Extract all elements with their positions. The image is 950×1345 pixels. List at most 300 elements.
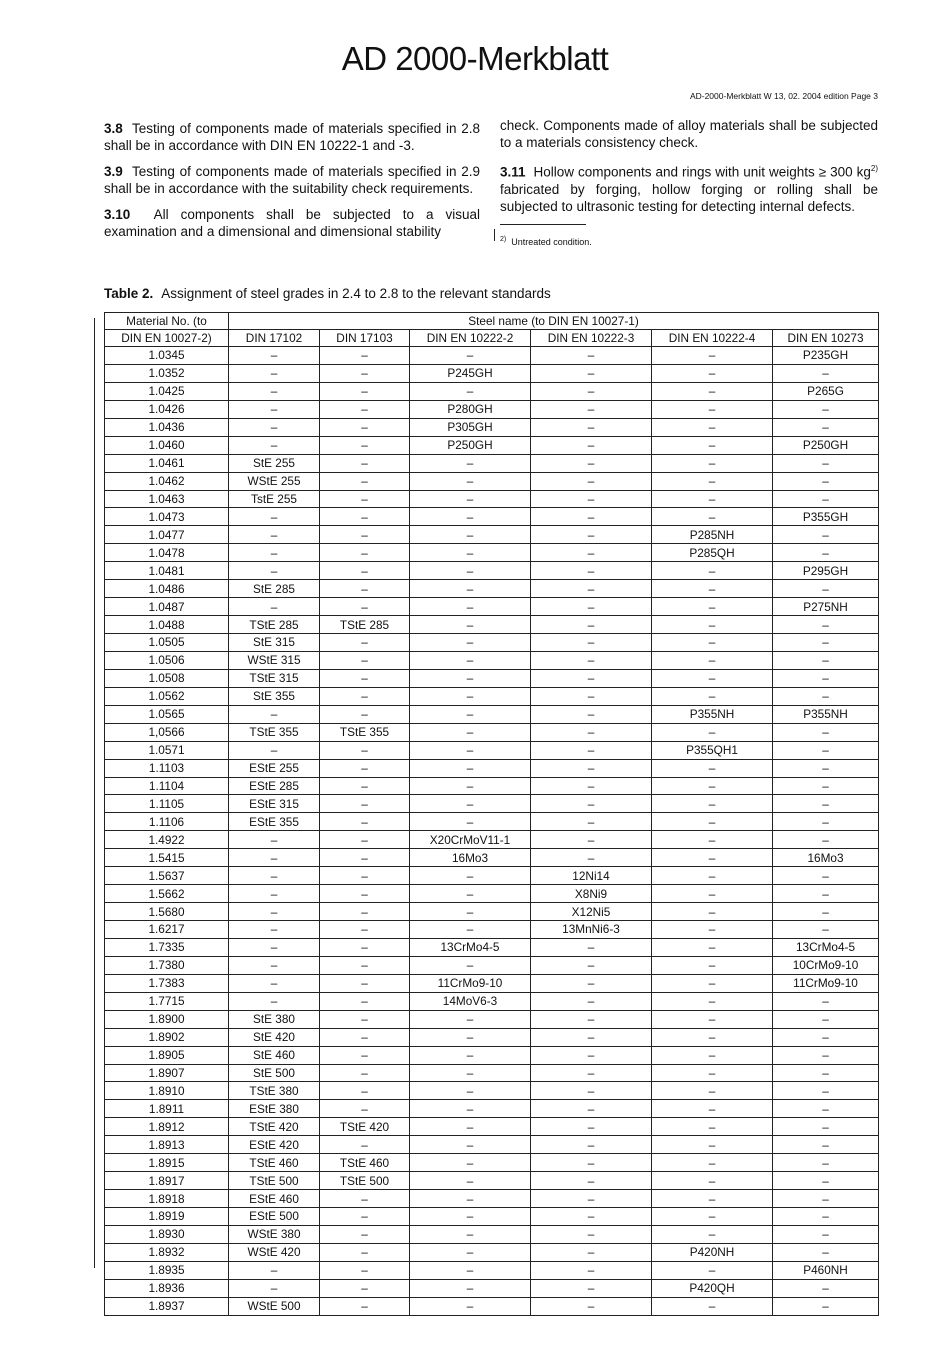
steel-name-cell: – [773, 1100, 879, 1118]
steel-name-cell: – [410, 1279, 531, 1297]
steel-name-cell: P305GH [410, 418, 531, 436]
material-number-cell: 1.0478 [105, 544, 229, 562]
material-number-cell: 1.0505 [105, 634, 229, 652]
table-row [105, 347, 879, 365]
steel-name-cell: – [229, 903, 320, 921]
steel-name-cell: – [773, 741, 879, 759]
steel-name-cell: – [320, 1279, 410, 1297]
material-number-cell: 1.8912 [105, 1118, 229, 1136]
material-number-cell: 1.7335 [105, 938, 229, 956]
material-number-cell: 1.8907 [105, 1064, 229, 1082]
steel-name-cell: – [652, 903, 773, 921]
steel-name-cell: – [320, 472, 410, 490]
steel-name-cell: – [320, 849, 410, 867]
table-row [105, 1154, 879, 1172]
steel-name-cell: – [320, 956, 410, 974]
revision-bar [94, 318, 95, 1268]
steel-name-cell: – [652, 634, 773, 652]
steel-name-cell: – [531, 347, 652, 365]
steel-name-cell: – [773, 723, 879, 741]
steel-name-cell: – [773, 687, 879, 705]
steel-name-cell: TStE 500 [229, 1172, 320, 1190]
steel-name-cell: – [410, 1225, 531, 1243]
steel-name-cell: WStE 500 [229, 1297, 320, 1315]
steel-name-cell: – [652, 1064, 773, 1082]
steel-name-cell: – [531, 992, 652, 1010]
steel-name-cell: – [320, 903, 410, 921]
steel-name-cell: – [410, 1261, 531, 1279]
steel-name-cell: – [410, 741, 531, 759]
steel-name-cell: EStE 500 [229, 1208, 320, 1226]
steel-name-cell: – [773, 867, 879, 885]
steel-name-cell: – [531, 1243, 652, 1261]
table-row [105, 382, 879, 400]
steel-name-cell: 16Mo3 [773, 849, 879, 867]
steel-name-cell: – [652, 687, 773, 705]
material-number-cell: 1.5662 [105, 885, 229, 903]
steel-name-cell: – [229, 831, 320, 849]
table-row [105, 526, 879, 544]
paragraph-text: All components shall be subjected to a visual examination and a dimensional and dimensional stability [104, 207, 481, 239]
steel-name-cell: – [652, 454, 773, 472]
steel-name-cell: TStE 460 [229, 1154, 320, 1172]
steel-name-cell: StE 460 [229, 1046, 320, 1064]
table-caption [104, 286, 551, 301]
material-number-cell: 1.0477 [105, 526, 229, 544]
steel-name-cell: – [320, 741, 410, 759]
table-row [105, 1136, 879, 1154]
material-number-cell: 1,0566 [105, 723, 229, 741]
steel-name-cell: – [320, 1010, 410, 1028]
steel-name-cell: – [410, 705, 531, 723]
steel-name-cell: 16Mo3 [410, 849, 531, 867]
steel-name-cell: – [531, 705, 652, 723]
paragraph-3-11 [500, 160, 878, 215]
steel-name-cell: P460NH [773, 1261, 879, 1279]
table-row [105, 472, 879, 490]
steel-name-cell: TStE 355 [229, 723, 320, 741]
table-row [105, 741, 879, 759]
steel-name-cell: – [320, 705, 410, 723]
material-number-cell: 1.0571 [105, 741, 229, 759]
table-body [105, 347, 879, 1316]
table-row [105, 1208, 879, 1226]
steel-name-cell: – [531, 687, 652, 705]
paragraph-number: 3.11 [500, 164, 526, 180]
steel-name-cell: – [773, 1082, 879, 1100]
paragraph-continuation: check. Components made of alloy materials shall be subjected to a materials consistency check. [500, 118, 878, 150]
steel-name-cell: – [652, 616, 773, 634]
material-number-cell: 1.1103 [105, 759, 229, 777]
steel-name-cell: – [229, 867, 320, 885]
steel-name-cell: – [229, 1261, 320, 1279]
steel-name-cell: – [531, 418, 652, 436]
steel-name-cell: – [531, 849, 652, 867]
steel-name-cell: – [320, 598, 410, 616]
steel-name-cell: – [652, 580, 773, 598]
steel-name-cell: – [320, 490, 410, 508]
steel-name-cell: – [531, 1028, 652, 1046]
material-number-cell: 1.0562 [105, 687, 229, 705]
steel-name-cell: – [773, 1010, 879, 1028]
material-number-cell: 1.8935 [105, 1261, 229, 1279]
steel-name-cell: – [652, 669, 773, 687]
steel-name-cell: – [320, 454, 410, 472]
steel-name-cell: StE 500 [229, 1064, 320, 1082]
steel-name-cell: – [531, 1190, 652, 1208]
table-row [105, 705, 879, 723]
steel-name-cell: StE 355 [229, 687, 320, 705]
steel-name-cell: – [410, 723, 531, 741]
material-number-cell: 1.0463 [105, 490, 229, 508]
steel-name-cell: – [531, 1297, 652, 1315]
column-header: DIN EN 10222-2 [410, 330, 531, 347]
steel-name-cell: – [652, 1172, 773, 1190]
steel-name-cell: – [320, 400, 410, 418]
steel-name-cell: WStE 420 [229, 1243, 320, 1261]
steel-name-cell: – [652, 992, 773, 1010]
steel-name-cell: – [410, 454, 531, 472]
steel-name-cell: – [773, 1064, 879, 1082]
header-steel-name-group: Steel name (to DIN EN 10027-1) [229, 313, 879, 330]
steel-name-cell: – [652, 1136, 773, 1154]
steel-name-cell: P235GH [773, 347, 879, 365]
material-number-cell: 1.7715 [105, 992, 229, 1010]
steel-name-cell: – [320, 1028, 410, 1046]
steel-name-cell: – [320, 1136, 410, 1154]
steel-name-cell: – [531, 1208, 652, 1226]
steel-name-cell: – [531, 1100, 652, 1118]
table-row [105, 669, 879, 687]
steel-name-cell: – [531, 1118, 652, 1136]
steel-name-cell: TStE 285 [229, 616, 320, 634]
steel-name-cell: – [410, 347, 531, 365]
steel-name-cell: – [773, 651, 879, 669]
material-number-cell: 1.5680 [105, 903, 229, 921]
steel-name-cell: – [773, 813, 879, 831]
paragraph-3-9 [104, 163, 480, 197]
steel-name-cell: P420NH [652, 1243, 773, 1261]
steel-name-cell: – [652, 723, 773, 741]
steel-name-cell: – [229, 921, 320, 939]
material-number-cell: 1.8917 [105, 1172, 229, 1190]
steel-name-cell: – [773, 544, 879, 562]
footnote-mark: 2) [500, 235, 507, 243]
steel-name-cell: – [773, 1172, 879, 1190]
steel-name-cell: – [410, 956, 531, 974]
steel-name-cell: – [320, 669, 410, 687]
steel-name-cell: – [652, 777, 773, 795]
steel-name-cell: – [652, 1082, 773, 1100]
steel-name-cell: – [773, 1208, 879, 1226]
steel-name-cell: – [531, 956, 652, 974]
steel-name-cell: – [652, 1010, 773, 1028]
column-header: DIN EN 10222-4 [652, 330, 773, 347]
steel-name-cell: – [320, 651, 410, 669]
table-row [105, 562, 879, 580]
column-header: DIN EN 10273 [773, 330, 879, 347]
steel-name-cell: 10CrMo9-10 [773, 956, 879, 974]
steel-name-cell: – [773, 634, 879, 652]
steel-name-cell: – [531, 490, 652, 508]
steel-name-cell: 11CrMo9-10 [773, 974, 879, 992]
steel-name-cell: – [652, 867, 773, 885]
steel-name-cell: – [531, 364, 652, 382]
steel-name-cell: – [773, 777, 879, 795]
steel-name-cell: – [320, 508, 410, 526]
footnote-text: Untreated condition. [511, 236, 592, 247]
edition-line: AD-2000-Merkblatt W 13, 02. 2004 edition Page 3 [689, 91, 878, 101]
material-number-cell: 1.0460 [105, 436, 229, 454]
steel-name-cell: – [652, 364, 773, 382]
table-row [105, 777, 879, 795]
material-number-cell: 1.1106 [105, 813, 229, 831]
steel-name-cell: – [410, 777, 531, 795]
paragraph-text: fabricated by forging, hollow forging or rolling shall be subjected to ultrasonic testing for detecting internal defects. [500, 181, 878, 214]
steel-name-cell: – [531, 1010, 652, 1028]
steel-name-cell: – [320, 418, 410, 436]
steel-name-cell: – [773, 1279, 879, 1297]
steel-name-cell: – [531, 1172, 652, 1190]
steel-name-cell: – [773, 580, 879, 598]
material-number-cell: 1.0462 [105, 472, 229, 490]
steel-name-cell: 13MnNi6-3 [531, 921, 652, 939]
steel-name-cell: P250GH [773, 436, 879, 454]
steel-name-cell: – [773, 400, 879, 418]
steel-name-cell: – [773, 1028, 879, 1046]
material-number-cell: 1.0461 [105, 454, 229, 472]
table-row [105, 759, 879, 777]
steel-name-cell: TstE 255 [229, 490, 320, 508]
material-number-cell: 1.0486 [105, 580, 229, 598]
table-row [105, 956, 879, 974]
steel-name-cell: TStE 420 [320, 1118, 410, 1136]
table-row [105, 436, 879, 454]
table-row [105, 1064, 879, 1082]
footnote [500, 231, 878, 251]
steel-name-cell: – [410, 1010, 531, 1028]
footnote-reference: 2) [870, 164, 878, 173]
table-row [105, 454, 879, 472]
steel-name-cell: – [773, 418, 879, 436]
table-row [105, 849, 879, 867]
steel-name-cell: P285QH [652, 544, 773, 562]
table-row [105, 1046, 879, 1064]
steel-name-cell: – [410, 687, 531, 705]
steel-name-cell: – [773, 795, 879, 813]
steel-name-cell: EStE 460 [229, 1190, 320, 1208]
steel-name-cell: – [320, 777, 410, 795]
steel-name-cell: – [773, 992, 879, 1010]
steel-name-cell: – [410, 903, 531, 921]
steel-name-cell: – [410, 544, 531, 562]
steel-name-cell: – [410, 382, 531, 400]
steel-name-cell: TStE 380 [229, 1082, 320, 1100]
material-number-cell: 1.0426 [105, 400, 229, 418]
steel-name-cell: – [652, 382, 773, 400]
steel-name-cell: – [773, 669, 879, 687]
steel-name-cell: – [531, 454, 652, 472]
material-number-cell: 1.0425 [105, 382, 229, 400]
steel-name-cell: – [410, 1064, 531, 1082]
material-number-cell: 1.7380 [105, 956, 229, 974]
table-row [105, 598, 879, 616]
table-row [105, 1082, 879, 1100]
steel-name-cell: – [652, 759, 773, 777]
steel-name-cell: – [229, 741, 320, 759]
steel-name-cell: – [320, 921, 410, 939]
steel-name-cell: – [320, 795, 410, 813]
table-row [105, 400, 879, 418]
steel-name-cell: EStE 315 [229, 795, 320, 813]
steel-name-cell: – [531, 544, 652, 562]
steel-name-cell: – [320, 759, 410, 777]
steel-name-cell: – [320, 526, 410, 544]
material-number-cell: 1.1104 [105, 777, 229, 795]
material-number-cell: 1.0487 [105, 598, 229, 616]
steel-name-cell: – [229, 418, 320, 436]
steel-name-cell: – [410, 616, 531, 634]
steel-name-cell: – [410, 813, 531, 831]
steel-name-cell: – [410, 634, 531, 652]
steel-name-cell: – [320, 992, 410, 1010]
steel-name-cell: P420QH [652, 1279, 773, 1297]
steel-name-cell: – [652, 347, 773, 365]
steel-name-cell: – [410, 1297, 531, 1315]
steel-name-cell: P355GH [773, 508, 879, 526]
steel-name-cell: EStE 355 [229, 813, 320, 831]
table-row [105, 1010, 879, 1028]
steel-name-cell: EStE 285 [229, 777, 320, 795]
steel-name-cell: – [229, 436, 320, 454]
material-number-cell: 1.0352 [105, 364, 229, 382]
steel-name-cell: – [410, 526, 531, 544]
steel-name-cell: – [773, 1190, 879, 1208]
steel-name-cell: – [410, 1154, 531, 1172]
paragraph-text: Testing of components made of materials specified in 2.8 shall be in accordance with DIN EN 10222-1 and -3. [104, 121, 480, 153]
steel-name-cell: – [229, 562, 320, 580]
table-row [105, 616, 879, 634]
steel-name-cell: – [652, 490, 773, 508]
steel-name-cell: – [229, 938, 320, 956]
table-row [105, 1243, 879, 1261]
material-number-cell: 1.5415 [105, 849, 229, 867]
table-row [105, 364, 879, 382]
steel-name-cell: – [652, 813, 773, 831]
steel-name-cell: – [652, 1118, 773, 1136]
steel-name-cell: P355QH1 [652, 741, 773, 759]
table-row [105, 1190, 879, 1208]
paragraph-text: Testing of components made of materials specified in 2.9 shall be in accordance with the suitability check requirements. [104, 164, 480, 196]
table-caption-label: Table 2. [104, 286, 154, 301]
steel-name-cell: – [652, 436, 773, 454]
column-header: DIN 17103 [320, 330, 410, 347]
steel-name-cell: – [531, 831, 652, 849]
steel-name-cell: P295GH [773, 562, 879, 580]
steel-name-cell: – [773, 490, 879, 508]
steel-name-cell: TStE 285 [320, 616, 410, 634]
steel-name-cell: – [531, 1064, 652, 1082]
steel-name-cell: – [229, 992, 320, 1010]
steel-name-cell: – [531, 741, 652, 759]
steel-name-cell: – [320, 544, 410, 562]
steel-name-cell: – [652, 974, 773, 992]
steel-name-cell: – [229, 956, 320, 974]
steel-name-cell: – [773, 526, 879, 544]
left-column [104, 120, 480, 249]
steel-name-cell: – [652, 562, 773, 580]
steel-name-cell: P285NH [652, 526, 773, 544]
paragraph-3-8 [104, 120, 480, 154]
steel-name-cell: – [773, 885, 879, 903]
steel-name-cell: – [320, 562, 410, 580]
steel-name-cell: – [652, 1154, 773, 1172]
steel-name-cell: – [652, 1208, 773, 1226]
table-row [105, 687, 879, 705]
steel-name-cell: P275NH [773, 598, 879, 616]
table-row [105, 974, 879, 992]
steel-name-cell: – [652, 651, 773, 669]
table-row [105, 1225, 879, 1243]
steel-name-cell: – [773, 759, 879, 777]
steel-name-cell: – [410, 885, 531, 903]
table-row [105, 1172, 879, 1190]
steel-name-cell: – [652, 598, 773, 616]
steel-name-cell: EStE 255 [229, 759, 320, 777]
steel-name-cell: – [652, 1046, 773, 1064]
table-row [105, 508, 879, 526]
table-row [105, 634, 879, 652]
steel-name-cell: – [531, 938, 652, 956]
material-number-cell: 1.0508 [105, 669, 229, 687]
steel-name-cell: – [320, 436, 410, 454]
steel-name-cell: – [531, 1261, 652, 1279]
steel-name-cell: – [410, 1243, 531, 1261]
steel-name-cell: – [320, 382, 410, 400]
steel-name-cell: 13CrMo4-5 [773, 938, 879, 956]
table-row [105, 1100, 879, 1118]
steel-name-cell: – [229, 705, 320, 723]
steel-name-cell: – [773, 1243, 879, 1261]
steel-name-cell: X12Ni5 [531, 903, 652, 921]
steel-name-cell: – [320, 1297, 410, 1315]
steel-name-cell: StE 420 [229, 1028, 320, 1046]
paragraph-text: Hollow components and rings with unit weights ≥ 300 kg [533, 164, 871, 180]
table-row [105, 831, 879, 849]
steel-name-cell: – [410, 598, 531, 616]
steel-name-cell: – [652, 885, 773, 903]
steel-name-cell: – [652, 938, 773, 956]
steel-name-cell: – [320, 885, 410, 903]
steel-name-cell: – [320, 1243, 410, 1261]
steel-name-cell: – [410, 1136, 531, 1154]
steel-name-cell: – [531, 1082, 652, 1100]
steel-name-cell: – [229, 382, 320, 400]
table-row [105, 1261, 879, 1279]
steel-name-cell: – [410, 472, 531, 490]
steel-name-cell: – [229, 347, 320, 365]
paragraph-number: 3.10 [104, 207, 131, 222]
steel-name-cell: – [229, 974, 320, 992]
steel-name-cell: – [652, 831, 773, 849]
steel-name-cell: – [773, 616, 879, 634]
steel-name-cell: – [773, 472, 879, 490]
steel-name-cell: – [320, 1046, 410, 1064]
steel-name-cell: TStE 420 [229, 1118, 320, 1136]
table-row [105, 544, 879, 562]
table-row [105, 867, 879, 885]
material-number-cell: 1.8911 [105, 1100, 229, 1118]
